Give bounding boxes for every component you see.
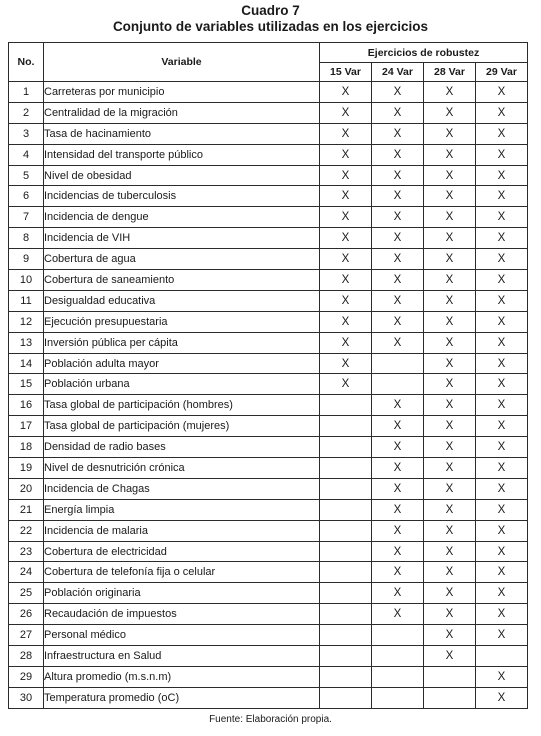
exercise-mark: X [476, 562, 528, 583]
variable-name: Tasa global de participación (hombres) [44, 395, 320, 416]
exercise-mark [320, 395, 372, 416]
variable-name: Desigualdad educativa [44, 290, 320, 311]
variable-name: Densidad de radio bases [44, 437, 320, 458]
exercise-mark: X [320, 123, 372, 144]
table-row [9, 687, 528, 708]
table-row [9, 311, 528, 332]
exercise-mark [372, 646, 424, 667]
table-row [9, 395, 528, 416]
variable-name: Carreteras por municipio [44, 82, 320, 103]
exercise-mark: X [320, 228, 372, 249]
exercise-mark: X [424, 249, 476, 270]
table-row [9, 478, 528, 499]
variable-name: Centralidad de la migración [44, 102, 320, 123]
table-row [9, 332, 528, 353]
row-number: 26 [9, 604, 44, 625]
exercise-mark: X [476, 604, 528, 625]
table-row [9, 82, 528, 103]
exercise-mark: X [476, 437, 528, 458]
exercise-mark [320, 458, 372, 479]
variable-name: Incidencia de dengue [44, 207, 320, 228]
table-subtitle: Conjunto de variables utilizadas en los ejercicios [112, 19, 429, 34]
row-number: 10 [9, 270, 44, 291]
table-row [9, 374, 528, 395]
table-row [9, 604, 528, 625]
exercise-mark: X [372, 499, 424, 520]
exercise-mark: X [372, 290, 424, 311]
exercise-mark [320, 499, 372, 520]
row-number: 6 [9, 186, 44, 207]
exercise-mark: X [424, 270, 476, 291]
variable-name: Cobertura de saneamiento [44, 270, 320, 291]
exercise-mark: X [372, 604, 424, 625]
exercise-mark: X [320, 290, 372, 311]
table-row [9, 416, 528, 437]
variable-name: Inversión pública per cápita [44, 332, 320, 353]
exercise-mark: X [476, 144, 528, 165]
exercise-mark [320, 562, 372, 583]
exercise-mark [320, 583, 372, 604]
table-header [9, 43, 528, 82]
row-number: 8 [9, 228, 44, 249]
row-number: 25 [9, 583, 44, 604]
exercise-mark: X [476, 666, 528, 687]
row-number: 22 [9, 520, 44, 541]
exercise-mark: X [372, 311, 424, 332]
row-number: 27 [9, 625, 44, 646]
table-row [9, 625, 528, 646]
exercise-mark: X [424, 374, 476, 395]
exercise-mark: X [372, 123, 424, 144]
exercise-mark: X [372, 520, 424, 541]
table-row [9, 290, 528, 311]
variable-name: Recaudación de impuestos [44, 604, 320, 625]
exercise-mark [320, 625, 372, 646]
exercise-mark: X [476, 395, 528, 416]
row-number: 18 [9, 437, 44, 458]
exercise-mark [320, 520, 372, 541]
exercise-mark: X [476, 541, 528, 562]
table-row [9, 541, 528, 562]
row-number: 29 [9, 666, 44, 687]
exercise-mark [320, 646, 372, 667]
exercise-mark: X [424, 207, 476, 228]
exercise-mark: X [372, 458, 424, 479]
exercise-mark: X [476, 207, 528, 228]
exercise-mark: X [476, 270, 528, 291]
exercise-mark: X [476, 687, 528, 708]
exercise-mark: X [372, 102, 424, 123]
table-row [9, 186, 528, 207]
exercise-mark: X [424, 395, 476, 416]
exercise-mark: X [320, 144, 372, 165]
variable-name: Incidencia de VIH [44, 228, 320, 249]
table-body [9, 82, 528, 709]
exercise-mark: X [424, 144, 476, 165]
exercise-mark [372, 687, 424, 708]
row-number: 7 [9, 207, 44, 228]
exercise-mark [320, 437, 372, 458]
table-row [9, 562, 528, 583]
exercise-mark: X [372, 228, 424, 249]
row-number: 2 [9, 102, 44, 123]
variable-name: Población adulta mayor [44, 353, 320, 374]
exercise-mark: X [424, 604, 476, 625]
variable-name: Cobertura de telefonía fija o celular [44, 562, 320, 583]
table-row [9, 144, 528, 165]
header-exercise: 24 Var [372, 63, 424, 82]
exercise-mark: X [372, 332, 424, 353]
exercise-mark: X [372, 249, 424, 270]
row-number: 21 [9, 499, 44, 520]
row-number: 30 [9, 687, 44, 708]
row-number: 11 [9, 290, 44, 311]
table-row [9, 165, 528, 186]
exercise-mark: X [372, 144, 424, 165]
exercise-mark: X [320, 270, 372, 291]
exercise-mark: X [320, 374, 372, 395]
table-row [9, 583, 528, 604]
exercise-mark [320, 541, 372, 562]
row-number: 12 [9, 311, 44, 332]
exercise-mark: X [476, 583, 528, 604]
exercise-mark: X [424, 353, 476, 374]
variable-name: Cobertura de agua [44, 249, 320, 270]
exercise-mark: X [320, 353, 372, 374]
table-row [9, 437, 528, 458]
row-number: 20 [9, 478, 44, 499]
row-number: 9 [9, 249, 44, 270]
exercise-mark: X [320, 207, 372, 228]
exercise-mark: X [372, 270, 424, 291]
variable-name: Incidencia de Chagas [44, 478, 320, 499]
variable-name: Energía limpia [44, 499, 320, 520]
exercise-mark: X [372, 541, 424, 562]
exercise-mark: X [372, 437, 424, 458]
variable-name: Nivel de desnutrición crónica [44, 458, 320, 479]
exercise-mark: X [424, 165, 476, 186]
exercise-mark: X [372, 207, 424, 228]
exercise-mark: X [424, 290, 476, 311]
exercise-mark: X [320, 102, 372, 123]
header-exercise: 29 Var [476, 63, 528, 82]
table-caption [0, 0, 541, 35]
exercise-mark: X [424, 311, 476, 332]
exercise-mark: X [476, 625, 528, 646]
variable-name: Ejecución presupuestaria [44, 311, 320, 332]
variable-name: Población originaria [44, 583, 320, 604]
variable-name: Nivel de obesidad [44, 165, 320, 186]
exercise-mark: X [372, 562, 424, 583]
table-row [9, 228, 528, 249]
exercise-mark: X [424, 123, 476, 144]
exercise-mark [476, 646, 528, 667]
variable-name: Altura promedio (m.s.n.m) [44, 666, 320, 687]
exercise-mark: X [476, 123, 528, 144]
table-row [9, 499, 528, 520]
exercise-mark: X [476, 228, 528, 249]
variable-name: Intensidad del transporte público [44, 144, 320, 165]
exercise-mark: X [424, 228, 476, 249]
exercise-mark: X [320, 186, 372, 207]
exercise-mark: X [424, 82, 476, 103]
exercise-mark: X [476, 311, 528, 332]
table-row [9, 520, 528, 541]
header-no: No. [9, 43, 44, 82]
table-row [9, 353, 528, 374]
table-row [9, 646, 528, 667]
exercise-mark [320, 687, 372, 708]
table-row [9, 458, 528, 479]
exercise-mark: X [320, 311, 372, 332]
table-row [9, 207, 528, 228]
table-row [9, 123, 528, 144]
exercise-mark: X [424, 541, 476, 562]
header-variable: Variable [44, 43, 320, 82]
exercise-mark: X [476, 458, 528, 479]
exercise-mark: X [320, 332, 372, 353]
exercise-mark [372, 353, 424, 374]
exercise-mark: X [372, 395, 424, 416]
exercise-mark: X [476, 353, 528, 374]
exercise-mark: X [320, 249, 372, 270]
exercise-mark: X [476, 478, 528, 499]
exercise-mark: X [424, 186, 476, 207]
row-number: 3 [9, 123, 44, 144]
exercise-mark [320, 416, 372, 437]
exercise-mark: X [424, 499, 476, 520]
exercise-mark: X [476, 520, 528, 541]
table-row [9, 102, 528, 123]
exercise-mark: X [476, 290, 528, 311]
exercise-mark: X [476, 416, 528, 437]
exercise-mark: X [476, 165, 528, 186]
variable-name: Incidencia de malaria [44, 520, 320, 541]
exercise-mark: X [372, 165, 424, 186]
exercise-mark: X [424, 520, 476, 541]
header-exercise: 15 Var [320, 63, 372, 82]
exercise-mark: X [372, 478, 424, 499]
table-row [9, 270, 528, 291]
variable-name: Tasa global de participación (mujeres) [44, 416, 320, 437]
variables-table [8, 42, 528, 709]
exercise-mark: X [476, 186, 528, 207]
row-number: 28 [9, 646, 44, 667]
variable-name: Temperatura promedio (oC) [44, 687, 320, 708]
exercise-mark: X [476, 249, 528, 270]
variable-name: Población urbana [44, 374, 320, 395]
exercise-mark: X [476, 332, 528, 353]
header-exercise: 28 Var [424, 63, 476, 82]
variable-name: Infraestructura en Salud [44, 646, 320, 667]
table-row [9, 249, 528, 270]
variable-name: Tasa de hacinamiento [44, 123, 320, 144]
exercise-mark: X [320, 165, 372, 186]
exercise-mark: X [320, 82, 372, 103]
row-number: 24 [9, 562, 44, 583]
row-number: 15 [9, 374, 44, 395]
variable-name: Cobertura de electricidad [44, 541, 320, 562]
exercise-mark: X [424, 102, 476, 123]
exercise-mark: X [424, 458, 476, 479]
exercise-mark: X [424, 646, 476, 667]
exercise-mark: X [424, 332, 476, 353]
exercise-mark: X [372, 583, 424, 604]
exercise-mark: X [424, 583, 476, 604]
variable-name: Incidencias de tuberculosis [44, 186, 320, 207]
table-row [9, 666, 528, 687]
variable-name: Personal médico [44, 625, 320, 646]
exercise-mark: X [424, 437, 476, 458]
row-number: 17 [9, 416, 44, 437]
exercise-mark [320, 478, 372, 499]
exercise-mark: X [424, 562, 476, 583]
exercise-mark: X [372, 82, 424, 103]
row-number: 19 [9, 458, 44, 479]
exercise-mark: X [424, 416, 476, 437]
exercise-mark [372, 666, 424, 687]
exercise-mark: X [424, 478, 476, 499]
exercise-mark: X [372, 186, 424, 207]
exercise-mark: X [424, 625, 476, 646]
row-number: 23 [9, 541, 44, 562]
exercise-mark [372, 625, 424, 646]
exercise-mark [320, 666, 372, 687]
exercise-mark: X [476, 82, 528, 103]
row-number: 5 [9, 165, 44, 186]
exercise-mark: X [476, 499, 528, 520]
exercise-mark [320, 604, 372, 625]
header-robustness-group: Ejercicios de robustez [320, 43, 528, 63]
table-source-note: Fuente: Elaboración propia. [209, 714, 332, 725]
exercise-mark [424, 666, 476, 687]
row-number: 14 [9, 353, 44, 374]
row-number: 1 [9, 82, 44, 103]
row-number: 16 [9, 395, 44, 416]
exercise-mark: X [372, 416, 424, 437]
exercise-mark: X [476, 374, 528, 395]
table-title: Cuadro 7 [241, 3, 300, 18]
exercise-mark [372, 374, 424, 395]
row-number: 13 [9, 332, 44, 353]
exercise-mark [424, 687, 476, 708]
row-number: 4 [9, 144, 44, 165]
exercise-mark: X [476, 102, 528, 123]
